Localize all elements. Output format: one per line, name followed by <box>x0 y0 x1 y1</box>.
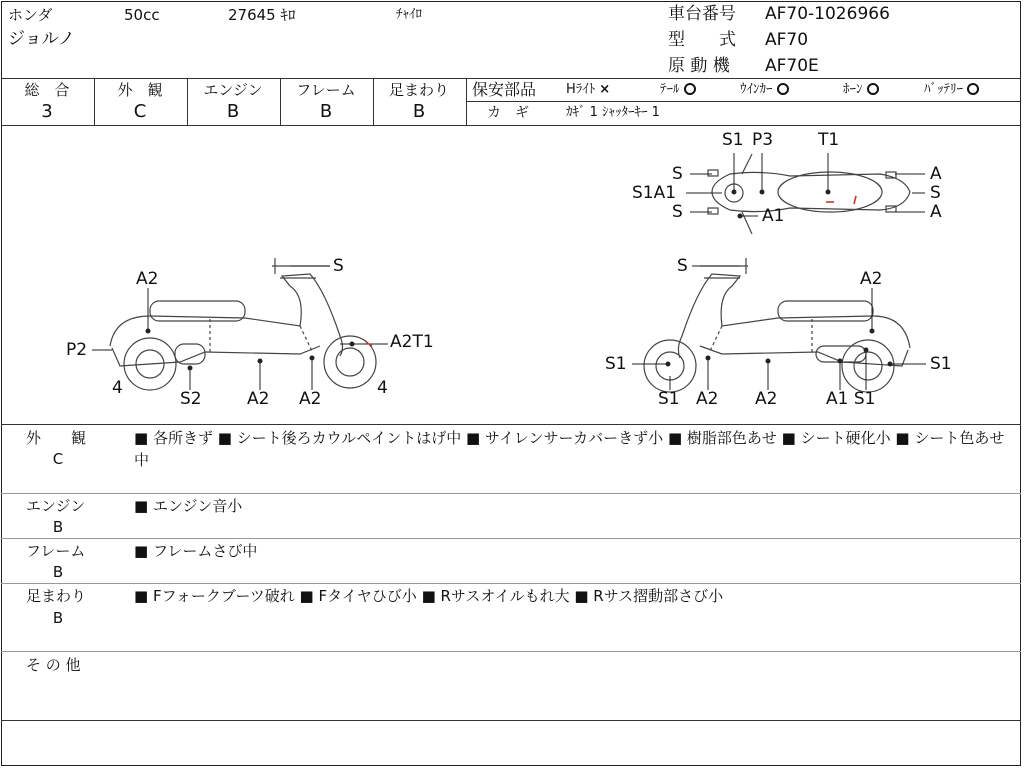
diag-left-a2-b2: A2 <box>299 389 322 409</box>
remark-engine-label: エンジン <box>26 497 86 515</box>
headlight-mark: × <box>599 82 611 97</box>
safety-label: 保安部品 <box>472 80 537 99</box>
diag-top-a1: A1 <box>762 206 785 226</box>
remark-frame-grade: B <box>52 563 64 581</box>
remark-exterior-grade: C <box>52 450 64 468</box>
diag-left-a2-top: A2 <box>136 269 159 289</box>
maker: ホンダ <box>8 6 53 24</box>
top-view-scooter <box>708 154 910 234</box>
remark-frame-text: ■ フレームさび中 <box>134 542 258 560</box>
diag-top-s-b: S <box>672 202 683 222</box>
divider <box>466 101 1021 102</box>
taillight-label: ﾃｰﾙ <box>660 82 680 97</box>
remark-exterior-text: ■ 各所きず ■ シート後ろカウルペイントはげ中 ■ サイレンサーカバーきず小 ■ 樹脂部色あせ ■ シート硬化小 ■ シート色あせ中 <box>134 429 1005 469</box>
key-value: ｶｷﾞ 1 ｼｬｯﾀｰｷｰ 1 <box>566 105 660 120</box>
diag-top-s1a1: S1A1 <box>632 183 677 203</box>
remark-engine-text: ■ エンジン音小 <box>134 497 243 515</box>
exterior-label: 外 観 <box>117 81 163 99</box>
diag-right-s1-b: S1 <box>658 389 680 409</box>
exterior-grade: C <box>133 101 147 122</box>
divider <box>466 78 467 125</box>
divider <box>1 78 1021 79</box>
diag-top-s-a: S <box>672 164 683 184</box>
diag-right-a2-top: A2 <box>860 269 883 289</box>
frame-no-label: 車台番号 <box>668 4 736 24</box>
ok-circle-icon <box>777 83 789 95</box>
type-value: AF70 <box>765 30 809 50</box>
divider <box>1 493 1021 494</box>
diag-right-s1-r: S1 <box>930 354 952 374</box>
diag-left-four-r: 4 <box>377 378 388 398</box>
engine-label: 原 動 機 <box>668 56 730 76</box>
remark-suspension-text: ■ Fフォークブーツ破れ ■ Fタイヤひび小 ■ Rサスオイルもれ大 ■ Rサス摺動部さび小 <box>134 587 724 605</box>
remark-frame-label: フレーム <box>26 542 86 560</box>
engine-value: AF70E <box>765 56 819 76</box>
winker-label: ｳｲﾝｶｰ <box>740 82 773 97</box>
ok-circle-icon <box>684 83 696 95</box>
remark-suspension-grade: B <box>52 609 64 627</box>
diag-top-t1: T1 <box>818 130 840 150</box>
diag-right-a2-b2: A2 <box>755 389 778 409</box>
engine-grade-label: エンジン <box>203 81 263 99</box>
type-label: 型 式 <box>668 30 736 50</box>
diag-top-a-r2: A <box>930 202 942 222</box>
diag-right-a2-b1: A2 <box>696 389 719 409</box>
headlight-label: Hﾗｲﾄ <box>566 82 596 97</box>
suspension-grade: B <box>412 101 426 122</box>
diag-left-four-l: 4 <box>112 378 123 398</box>
divider <box>1 651 1021 652</box>
safety-battery <box>924 81 979 99</box>
safety-horn <box>843 81 879 99</box>
diag-right-s: S <box>677 256 688 276</box>
divider <box>1 720 1021 721</box>
horn-label: ﾎｰﾝ <box>843 82 863 97</box>
ok-circle-icon <box>967 83 979 95</box>
diag-left-a2-b1: A2 <box>247 389 270 409</box>
suspension-grade-label: 足まわり <box>388 81 449 99</box>
diag-top-p3: P3 <box>752 130 774 150</box>
diag-right-s1-l: S1 <box>605 354 627 374</box>
diag-left-p2: P2 <box>66 340 88 360</box>
battery-label: ﾊﾞｯﾃﾘｰ <box>924 82 963 97</box>
frame-no: AF70-1026966 <box>765 4 890 24</box>
frame-grade: B <box>319 101 333 122</box>
safety-taillight <box>660 81 696 99</box>
engine-grade: B <box>226 101 240 122</box>
divider <box>1 424 1021 425</box>
remark-engine-grade: B <box>52 518 64 536</box>
divider <box>1 583 1021 584</box>
remark-other-label: そ の 他 <box>26 656 81 674</box>
model-name: ジョルノ <box>8 29 75 49</box>
overall-grade: 3 <box>41 101 53 122</box>
diag-left-s: S <box>333 256 344 276</box>
diag-top-a-r1: A <box>930 164 942 184</box>
remark-suspension-label: 足まわり <box>26 587 87 605</box>
diag-left-a2t1: A2T1 <box>390 332 434 352</box>
color: ﾁｬｲﾛ <box>396 7 422 22</box>
diag-left-s2: S2 <box>180 389 202 409</box>
displacement: 50cc <box>124 6 160 24</box>
frame-grade-label: フレーム <box>296 81 356 99</box>
safety-winker <box>740 81 789 99</box>
diag-top-s-r: S <box>930 183 941 203</box>
diag-right-a1s1: A1 S1 <box>826 389 876 409</box>
key-label: カ ギ <box>487 105 529 121</box>
remark-exterior-label: 外 観 <box>26 429 87 447</box>
diag-top-s1: S1 <box>722 130 744 150</box>
overall-label: 総 合 <box>24 81 70 99</box>
safety-headlight <box>566 81 610 99</box>
mileage: 27645 ｷﾛ <box>228 6 296 24</box>
ok-circle-icon <box>867 83 879 95</box>
divider <box>1 538 1021 539</box>
